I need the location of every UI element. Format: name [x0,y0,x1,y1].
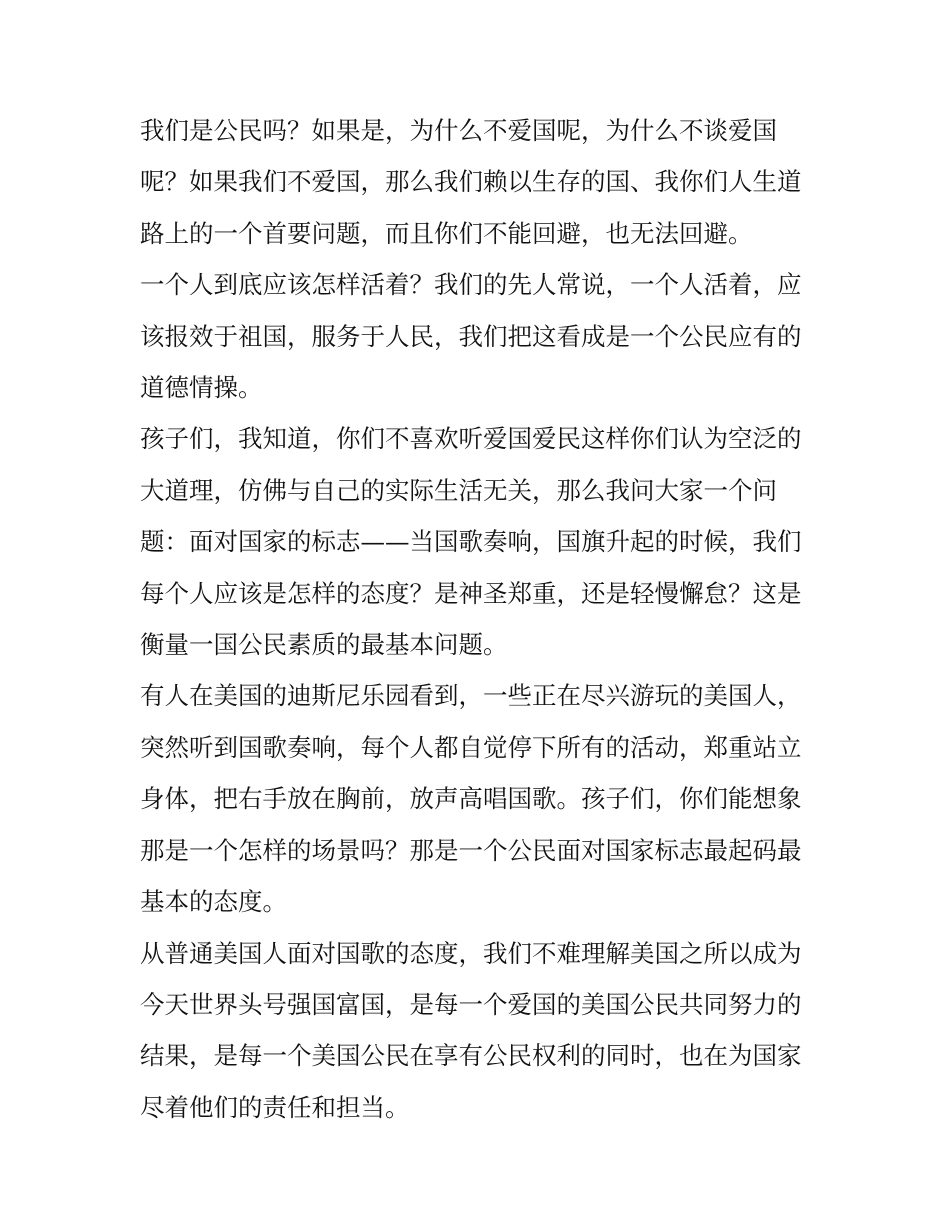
paragraph-2: 一个人到底应该怎样活着？我们的先人常说，一个人活着，应 该报效于祖国，服务于人民，我们把这看成是一个公民应有的 道德情操。 [140,270,802,403]
paragraph-4: 有人在美国的迪斯尼乐园看到，一些正在尽兴游玩的美国人， 突然听到国歌奏响，每个人都自觉停下所有的活动，郑重站立 身体，把右手放在胸前，放声高唱国歌。孩子们，你们能想象 那是一个怎样的场景吗？那是一个公民面对国家标志最起码最 基本的态度。 [140,681,802,917]
paragraph-5: 从普通美国人面对国歌的态度，我们不难理解美国之所以成为 今天世界头号强国富国，是每一个爱国的美国公民共同努力的 结果，是每一个美国公民在享有公民权利的同时，也在为国家 尽着他们的责任和担当。 [140,938,802,1122]
document-body [140,105,820,1133]
paragraph-1: 我们是公民吗？如果是，为什么不爱国呢，为什么不谈爱国 呢？如果我们不爱国，那么我们赖以生存的国、我你们人生道 路上的一个首要问题，而且你们不能回避，也无法回避。 [140,116,802,248]
paragraph-3: 孩子们，我知道，你们不喜欢听爱国爱民这样你们认为空泛的 大道理，仿佛与自己的实际生活无关，那么我问大家一个问 题：面对国家的标志——当国歌奏响，国旗升起的时候，我们 每个人应该是怎样的态度？是神圣郑重，还是轻慢懈怠？这是 衡量一国公民素质的最基本问题。 [140,424,802,660]
